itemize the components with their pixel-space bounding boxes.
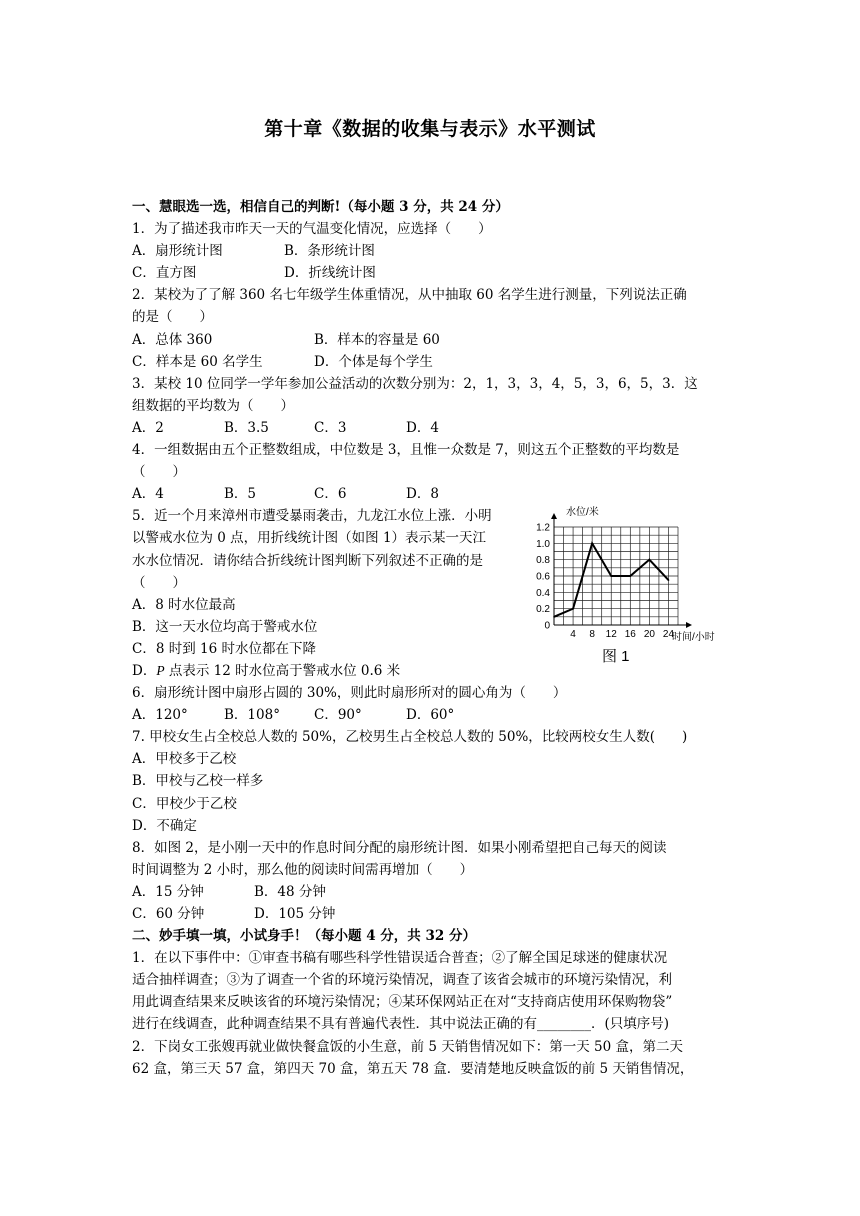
q7-option-a: A．甲校多于乙校 [132, 751, 237, 768]
s2-q1-line3: 用此调查结果来反映该省的环境污染情况；④某环保网站正在对“支持商店使用环保购物袋” [132, 994, 673, 1011]
y-tick-label: 0.8 [536, 555, 550, 567]
q2-option-d: D．个体是每个学生 [314, 353, 433, 370]
q3-option-a: A．2 [132, 419, 164, 436]
q1-option-d: D．折线统计图 [284, 265, 376, 282]
q5-block [132, 505, 732, 682]
y-tick-label: 1.2 [536, 522, 550, 534]
q3-option-c: C．3 [314, 419, 347, 436]
x-tick-label: 24 [662, 629, 675, 641]
q1-option-a: A．扇形统计图 [132, 243, 223, 260]
q6-stem: 6．扇形统计图中扇形占圆的 30%，则此时扇形所对的圆心角为（ ） [132, 685, 567, 702]
q5-option-d-point: P [156, 662, 165, 678]
data-point [649, 559, 651, 561]
chart-xlabel: 时间/小时 [672, 632, 715, 644]
section1-heading: 一、慧眼选一选，相信自己的判断!（每小题 3 分，共 24 分） [132, 199, 509, 215]
q2-stem-line2: 的是（ ） [132, 309, 213, 326]
q8-option-c: C．60 分钟 [132, 906, 205, 922]
chart-svg [522, 505, 715, 666]
q3-stem-line1: 3．某校 10 位同学一学年参加公益活动的次数分别为：2，1，3，3，4，5，3，6，5，3．这 [132, 375, 698, 392]
q5-stem-line3: 水水位情况．请你结合折线统计图判断下列叙述不正确的是 [132, 552, 483, 569]
y-axis-arrow [551, 513, 557, 519]
q5-option-d-prefix: D． [132, 662, 157, 679]
x-axis-arrow [686, 622, 692, 628]
q1-options-row1 [132, 240, 732, 262]
q3-option-b: B．3.5 [224, 419, 269, 436]
q6-options [132, 704, 732, 726]
q2-option-c: C．样本是 60 名学生 [132, 353, 263, 370]
q4-stem-line2: （ ） [132, 464, 186, 481]
y-tick-label: 1.0 [536, 539, 550, 551]
q8-option-b: B．48 分钟 [254, 883, 326, 900]
q5-option-d-text: 点表示 12 时水位高于警戒水位 0.6 米 [164, 662, 401, 679]
x-tick-label: 12 [605, 629, 617, 641]
data-point [668, 580, 670, 582]
water-level-chart [522, 505, 715, 666]
q5-stem-line1: 5．近一个月来漳州市遭受暴雨袭击，九龙江水位上涨．小明 [132, 508, 492, 525]
section2-heading: 二、妙手填一填，小试身手！（每小题 4 分，共 32 分） [132, 928, 476, 945]
data-point [630, 576, 632, 578]
q5-stem-line2: 以警戒水位为 0 点，用折线统计图（如图 1）表示某一天江 [132, 530, 487, 547]
q1-stem: 1．为了描述我市昨天一天的气温变化情况，应选择（ ） [132, 221, 492, 238]
q8-option-a: A．15 分钟 [132, 883, 204, 900]
q5-option-d [132, 660, 527, 682]
x-tick-label: 4 [570, 629, 576, 641]
q6-option-d: D．60° [406, 707, 455, 724]
x-tick-label: 8 [589, 629, 595, 641]
y-tick-label: 0.6 [536, 571, 550, 583]
q2-stem-line1: 2．某校为了了解 360 名七年级学生体重情况，从中抽取 60 名学生进行测量，下列说法正确 [132, 287, 687, 304]
q7-stem: 7. 甲校女生占全校总人数的 50%，乙校男生占全校总人数的 50%，比较两校女生人数( ) [132, 729, 688, 746]
q2-option-a: A．总体 360 [132, 331, 213, 348]
q3-option-d: D．4 [406, 419, 439, 436]
q3-stem-line2: 组数据的平均数为（ ） [132, 397, 294, 414]
q8-option-d: D．105 分钟 [254, 906, 336, 922]
q5-stem-line4: （ ） [132, 574, 186, 591]
x-tick-label: 16 [624, 629, 636, 641]
y-tick-label: 0.2 [536, 604, 550, 616]
q4-option-a: A．4 [132, 486, 164, 503]
q4-option-d: D．8 [406, 486, 439, 503]
q2-options-row1 [132, 329, 732, 351]
q5-option-c: C．8 时到 16 时水位都在下降 [132, 640, 316, 657]
q8-stem-line2: 时间调整为 2 小时，那么他的阅读时间需再增加（ ） [132, 861, 474, 878]
q4-stem-line1: 4．一组数据由五个正整数组成，中位数是 3，且惟一众数是 7，则这五个正整数的平均数是 [132, 442, 680, 459]
chart-axes [551, 513, 692, 628]
y-tick-label: 0 [544, 620, 550, 632]
s2-q1-line1: 1．在以下事件中：①审查书稿有哪些科学性错误适合普查；②了解全国足球迷的健康状况 [132, 950, 668, 967]
chart-ticks [536, 523, 674, 641]
q1-options-row2 [132, 262, 732, 284]
q6-option-c: C．90° [314, 707, 362, 724]
q2-option-b: B．样本的容量是 60 [314, 331, 440, 348]
q3-options [132, 417, 732, 439]
document-body [132, 196, 732, 1080]
q8-options-row2 [132, 903, 732, 925]
y-tick-label: 0.4 [536, 588, 550, 600]
q8-stem-line1: 8．如图 2，是小刚一天中的作息时间分配的扇形统计图．如果小刚希望把自己每天的阅读 [132, 839, 667, 856]
s2-q2-line1: 2．下岗女工张嫂再就业做快餐盒饭的小生意，前 5 天销售情况如下：第一天 50 盒，第二天 [132, 1038, 684, 1055]
data-point [572, 608, 574, 610]
q6-option-b: B．108° [224, 707, 280, 724]
data-point [610, 576, 612, 578]
q1-option-c: C．直方图 [132, 265, 197, 282]
q2-options-row2 [132, 351, 732, 373]
x-tick-label: 20 [643, 629, 655, 641]
q4-option-c: C．6 [314, 486, 347, 503]
s2-q2-line2: 62 盒，第三天 57 盒，第四天 70 盒，第五天 78 盒．要清楚地反映盒饭的前 5 天销售情况， [132, 1060, 694, 1077]
q5-option-b: B．这一天水位均高于警戒水位 [132, 618, 318, 635]
q7-option-c: C．甲校少于乙校 [132, 795, 237, 812]
q1-option-b: B．条形统计图 [284, 243, 375, 260]
s2-q1-line2: 适合抽样调查；③为了调查一个省的环境污染情况，调查了该省会城市的环境污染情况，利 [132, 972, 672, 989]
q5-option-a: A．8 时水位最高 [132, 596, 236, 613]
data-point [553, 616, 555, 618]
chart-ylabel: 水位/米 [566, 507, 599, 519]
data-point [591, 543, 593, 545]
q4-option-b: B．5 [224, 486, 257, 503]
chart-caption: 图 1 [602, 648, 630, 666]
q4-options [132, 483, 732, 505]
q7-option-b: B．甲校与乙校一样多 [132, 773, 264, 790]
page-title: 第十章《数据的收集与表示》水平测试 [264, 118, 596, 140]
q8-options-row1 [132, 881, 732, 903]
s2-q1-line4: 进行在线调查，此种调查结果不具有普遍代表性．其中说法正确的有________．(只填序号) [132, 1016, 670, 1033]
q7-option-d: D．不确定 [132, 817, 197, 834]
q6-option-a: A．120° [132, 707, 188, 724]
